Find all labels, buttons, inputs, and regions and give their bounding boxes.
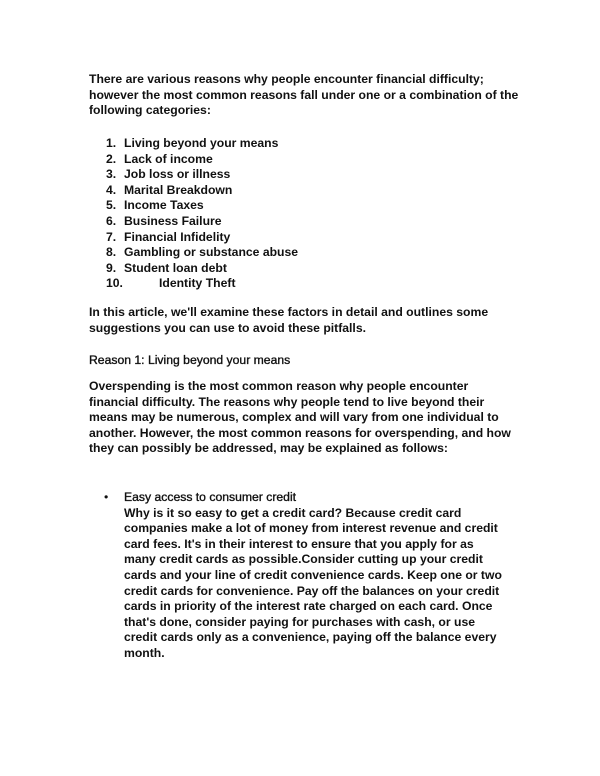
list-item-number: 1. xyxy=(106,136,117,150)
list-item-label: Living beyond your means xyxy=(124,136,279,150)
list-item-number: 2. xyxy=(106,151,117,166)
list-item-number: 7. xyxy=(106,229,117,244)
list-item xyxy=(106,276,298,292)
list-item xyxy=(106,245,298,261)
list-item-label: Identity Theft xyxy=(159,276,236,291)
list-item xyxy=(106,167,298,183)
reasons-list xyxy=(106,136,298,292)
list-item-label: Lack of income xyxy=(124,151,213,166)
list-item-number: 6. xyxy=(106,213,117,228)
list-item xyxy=(106,198,298,214)
list-item-number: 4. xyxy=(106,182,117,197)
bullet-list xyxy=(104,490,524,662)
list-item-number: 3. xyxy=(106,167,117,182)
list-item xyxy=(106,136,298,152)
section-heading: Reason 1: Living beyond your means xyxy=(89,353,291,367)
list-item-label: Income Taxes xyxy=(124,198,204,213)
article-intro-paragraph: In this article, we'll examine these factors in detail and outlines some suggestions you can use to avoid these pitfalls. xyxy=(89,305,489,335)
bullet-marker: • xyxy=(104,490,109,504)
list-item xyxy=(106,152,298,168)
list-item-label: Student loan debt xyxy=(124,260,227,275)
overspending-paragraph: Overspending is the most common reason why people encounter financial difficulty. The reasons why people tend to live beyond their means may be numerous, complex and will vary from one individual to another. However, the most common reasons for overspending, and how they can possibly be addressed, may be explained as follows: xyxy=(89,379,511,456)
list-item-number: 10. xyxy=(106,276,123,291)
list-item-number: 5. xyxy=(106,198,117,213)
bullet-content xyxy=(124,490,504,662)
list-item-label: Marital Breakdown xyxy=(124,182,233,197)
list-item-number: 8. xyxy=(106,245,117,260)
list-item-label: Job loss or illness xyxy=(124,167,231,182)
list-item xyxy=(106,261,298,277)
intro-paragraph: There are various reasons why people encounter financial difficulty; however the most common reasons fall under one or a combination of the following categories: xyxy=(89,72,519,118)
bullet-item xyxy=(104,490,524,662)
list-item-label: Business Failure xyxy=(124,213,222,228)
list-item-label: Gambling or substance abuse xyxy=(124,245,299,260)
list-item-label: Financial Infidelity xyxy=(124,229,231,244)
list-item-number: 9. xyxy=(106,260,117,275)
list-item xyxy=(106,183,298,199)
bullet-text: Why is it so easy to get a credit card? Because credit card companies make a lot of money from interest revenue and credit card fees. It's in their interest to ensure that you apply for as many credit cards as possible.Consider cutting up your credit cards and your line of credit convenience cards. Keep one or two credit cards for convenience. Pay off the balances on your credit cards in priority of the interest rate charged on each card. Once that's done, consider paying for purchases with cash, or use credit cards only as a convenience, paying off the balance every month. xyxy=(124,505,502,660)
list-item xyxy=(106,214,298,230)
bullet-title: Easy access to consumer credit xyxy=(124,490,297,504)
list-item xyxy=(106,230,298,246)
